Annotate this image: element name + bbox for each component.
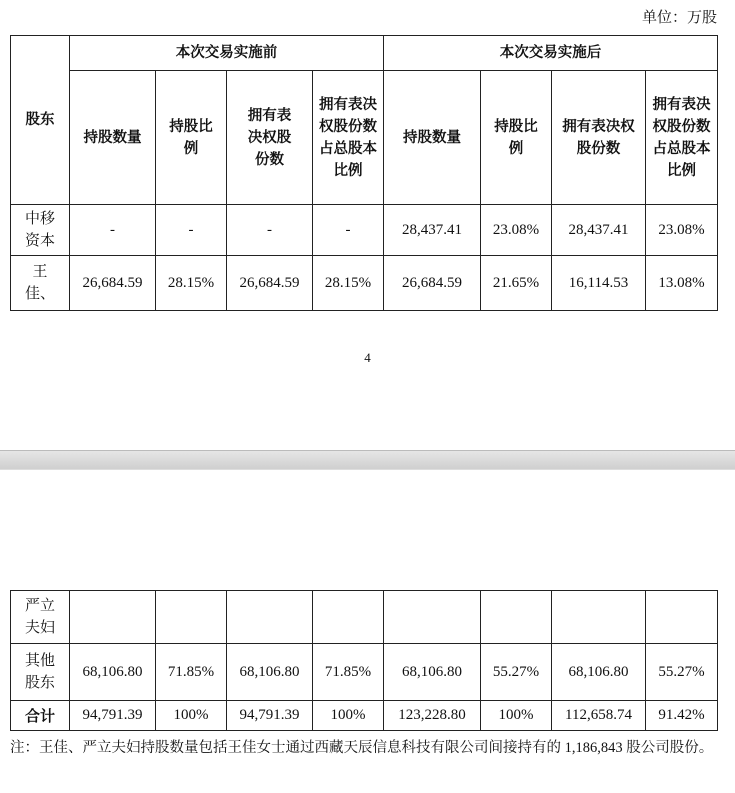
header-after-group: 本次交易实施后 bbox=[384, 36, 718, 71]
cell: 123,228.80 bbox=[384, 701, 481, 731]
cell: - bbox=[313, 205, 384, 256]
cell: 94,791.39 bbox=[227, 701, 313, 731]
cell: 28.15% bbox=[313, 256, 384, 311]
header-before-shares: 持股数量 bbox=[70, 71, 156, 205]
page-break-divider bbox=[0, 450, 735, 470]
table-row bbox=[11, 205, 718, 256]
unit-label: 单位：万股 bbox=[641, 10, 717, 26]
cell: 21.65% bbox=[481, 256, 552, 311]
header-before-group: 本次交易实施前 bbox=[70, 36, 384, 71]
cell: 94,791.39 bbox=[70, 701, 156, 731]
cell: 26,684.59 bbox=[384, 256, 481, 311]
table-row bbox=[11, 591, 718, 644]
cell: 28,437.41 bbox=[384, 205, 481, 256]
shareholder-name: 王佳、 bbox=[11, 256, 70, 311]
header-after-ratio: 持股比例 bbox=[481, 71, 552, 205]
header-after-shares: 持股数量 bbox=[384, 71, 481, 205]
cell: 68,106.80 bbox=[552, 644, 646, 701]
cell: 100% bbox=[481, 701, 552, 731]
cell: 71.85% bbox=[313, 644, 384, 701]
cell bbox=[70, 591, 156, 644]
cell bbox=[646, 591, 718, 644]
cell bbox=[313, 591, 384, 644]
cell: 28.15% bbox=[156, 256, 227, 311]
cell: 100% bbox=[156, 701, 227, 731]
cell: - bbox=[227, 205, 313, 256]
cell: 23.08% bbox=[481, 205, 552, 256]
cell bbox=[481, 591, 552, 644]
cell: 28,437.41 bbox=[552, 205, 646, 256]
shareholder-name: 严立夫妇 bbox=[11, 591, 70, 644]
table-footnote: 注：王佳、严立夫妇持股数量包括王佳女士通过西藏天辰信息科技有限公司间接持有的 1,186,843 股公司股份。 bbox=[10, 740, 714, 756]
cell: 23.08% bbox=[646, 205, 718, 256]
shareholding-table-part1 bbox=[10, 35, 718, 311]
cell: 26,684.59 bbox=[227, 256, 313, 311]
cell: 91.42% bbox=[646, 701, 718, 731]
cell: 68,106.80 bbox=[384, 644, 481, 701]
cell: 71.85% bbox=[156, 644, 227, 701]
header-after-voting-ratio: 拥有表决权股份数占总股本比例 bbox=[646, 71, 718, 205]
cell: - bbox=[70, 205, 156, 256]
cell bbox=[227, 591, 313, 644]
cell: 55.27% bbox=[481, 644, 552, 701]
header-before-voting-ratio: 拥有表决权股份数占总股本比例 bbox=[313, 71, 384, 205]
cell: 100% bbox=[313, 701, 384, 731]
cell: 112,658.74 bbox=[552, 701, 646, 731]
cell bbox=[384, 591, 481, 644]
header-before-voting-shares: 拥有表决权股份数 bbox=[227, 71, 313, 205]
cell: 68,106.80 bbox=[70, 644, 156, 701]
header-after-voting-shares: 拥有表决权股份数 bbox=[552, 71, 646, 205]
cell: - bbox=[156, 205, 227, 256]
shareholder-name: 中移资本 bbox=[11, 205, 70, 256]
cell: 26,684.59 bbox=[70, 256, 156, 311]
cell: 55.27% bbox=[646, 644, 718, 701]
header-before-ratio: 持股比例 bbox=[156, 71, 227, 205]
table-row bbox=[11, 644, 718, 701]
table-row bbox=[11, 256, 718, 311]
total-label: 合计 bbox=[11, 701, 70, 731]
page-number: 4 bbox=[364, 350, 371, 365]
cell: 16,114.53 bbox=[552, 256, 646, 311]
cell bbox=[552, 591, 646, 644]
shareholding-table-part2 bbox=[10, 590, 718, 731]
cell: 13.08% bbox=[646, 256, 718, 311]
table-row-total bbox=[11, 701, 718, 731]
cell: 68,106.80 bbox=[227, 644, 313, 701]
shareholder-name: 其他股东 bbox=[11, 644, 70, 701]
cell bbox=[156, 591, 227, 644]
header-shareholder: 股东 bbox=[11, 36, 70, 205]
